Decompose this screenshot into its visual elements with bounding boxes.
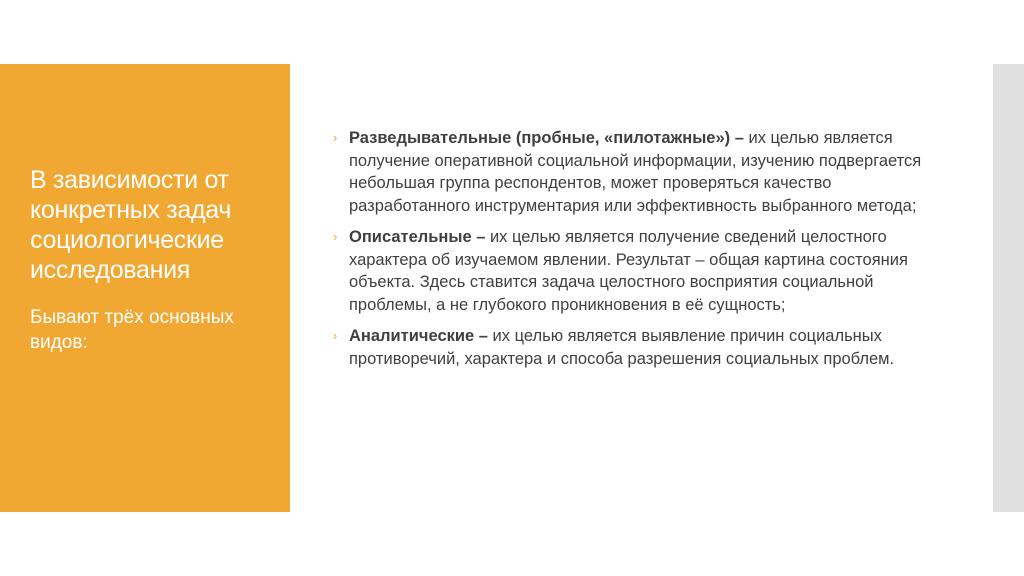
bullet-text: их целью является выявление причин социальных противоречий, характера и способа разрешения социальных проблем. [349,327,895,368]
bullet-arrow-icon: › [333,130,338,145]
bullet-term: Аналитические – [349,327,493,345]
bullet-arrow-icon: › [333,328,338,343]
slide-title: В зависимости от конкретных задач социологические исследования [30,166,232,284]
bullet-term: Описательные – [349,228,490,246]
bullet-arrow-icon: › [333,229,338,244]
right-gray-strip [993,64,1024,512]
bullet-item-exploratory [333,127,933,217]
left-accent-panel [0,64,290,512]
bullet-term: Разведывательные (пробные, «пилотажные») – [349,129,749,147]
bullet-text: их целью является получение сведений целостного характера об изучаемом явлении. Результат – общая картина состояния объекта. Здесь ставится задача целостного восприятия социальной проблемы, а не глубокого проникновения в её сущность; [349,228,908,314]
slide-subtitle: Бывают трёх основных видов: [30,307,234,353]
bullet-text: их целью является получение оперативной социальной информации, изучению подвергается небольшая группа респондентов, может проверяться качество разработанного инструментария или эффективность выбранного метода; [349,129,922,215]
bullet-list [333,127,933,379]
bullet-item-descriptive [333,226,933,316]
bullet-item-analytical [333,325,933,370]
